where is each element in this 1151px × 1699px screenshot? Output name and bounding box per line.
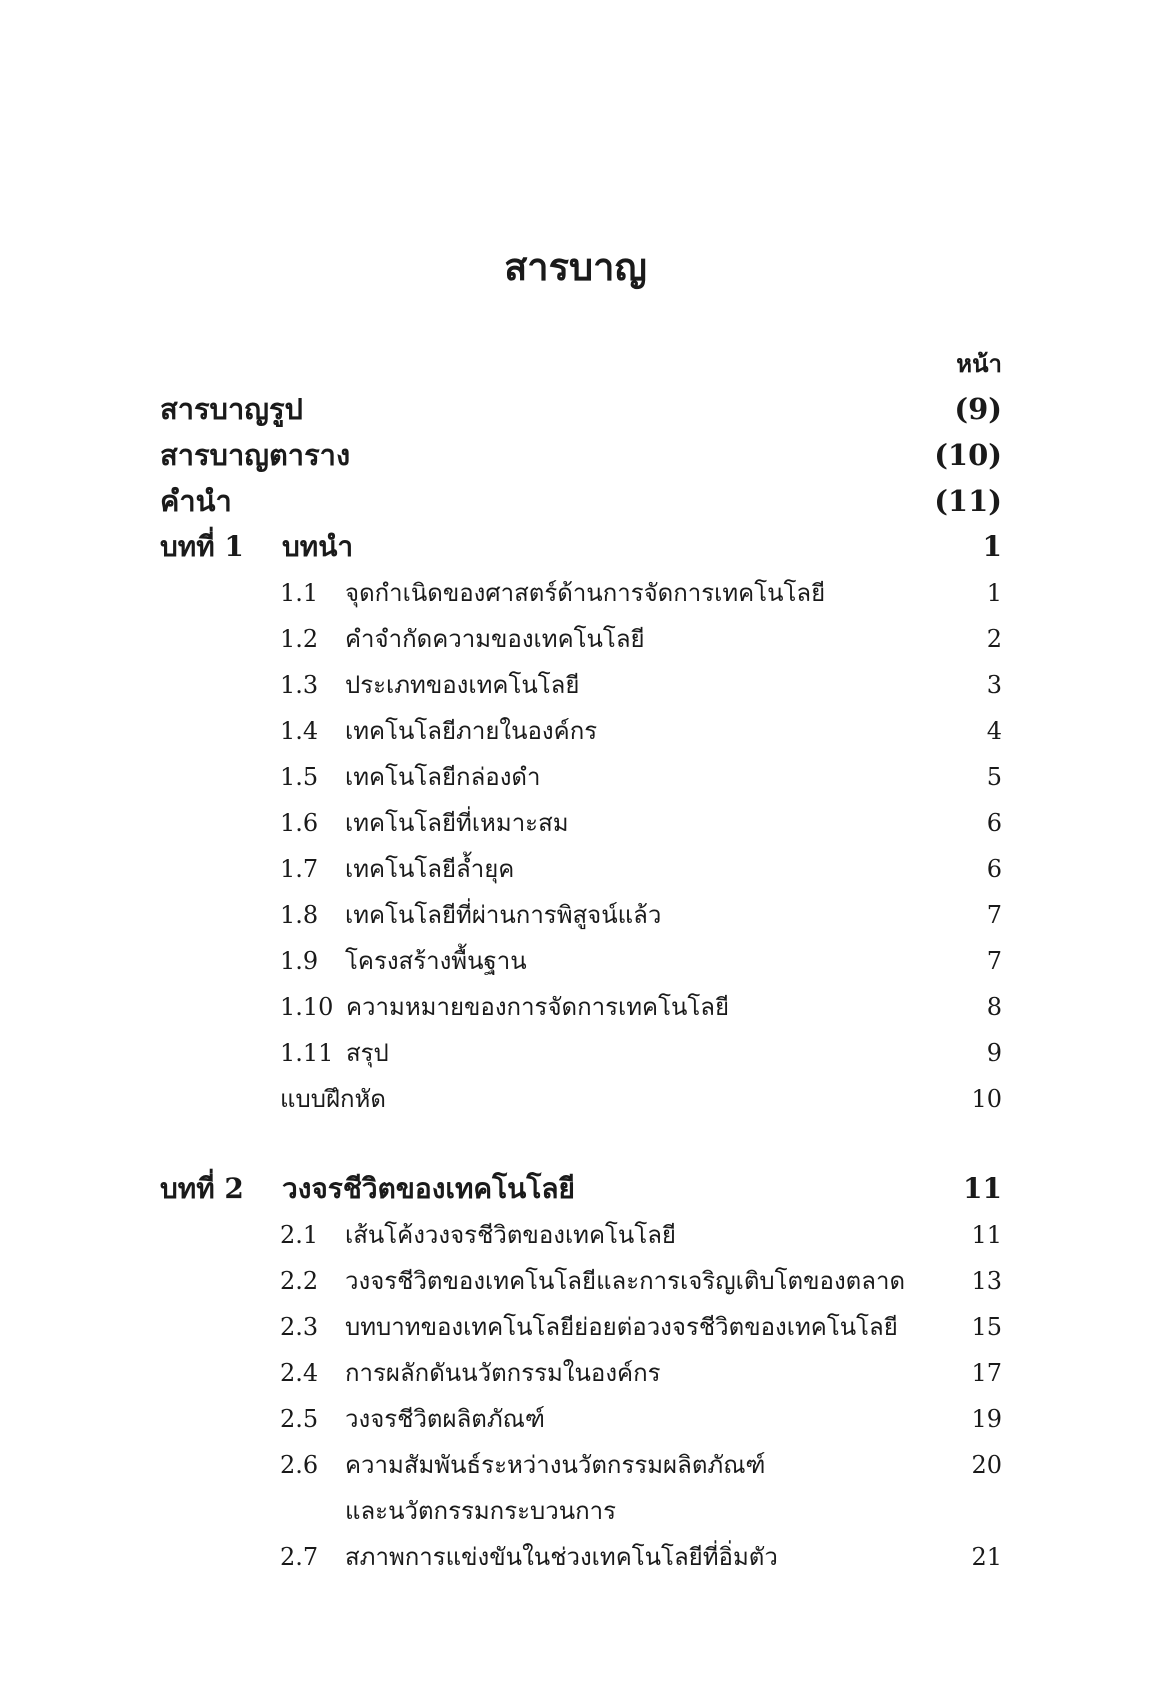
toc-section[interactable] xyxy=(160,570,1002,616)
table-of-contents xyxy=(160,342,1002,1580)
toc-section[interactable] xyxy=(160,616,1002,662)
section-title: เทคโนโลยีกล่องดำ xyxy=(345,763,541,791)
section-page: 2 xyxy=(986,625,1002,653)
section-page: 4 xyxy=(986,717,1002,745)
chapter-page: 1 xyxy=(982,530,1002,563)
section-number: 2.7 xyxy=(280,1543,319,1571)
section-number: 1.9 xyxy=(280,947,319,975)
section-title: เทคโนโลยีภายในองค์กร xyxy=(345,717,598,745)
section-page: 1 xyxy=(986,579,1002,607)
toc-section[interactable] xyxy=(160,708,1002,754)
chapter-page: 11 xyxy=(963,1172,1002,1205)
toc-section[interactable] xyxy=(160,1534,1002,1580)
section-number: 1.5 xyxy=(280,763,319,791)
section-title-continued: และนวัตกรรมกระบวนการ xyxy=(345,1497,616,1525)
toc-entry-preface[interactable] xyxy=(160,478,1002,524)
page-column-header: หน้า xyxy=(956,349,1002,378)
section-page: 3 xyxy=(986,671,1002,699)
toc-section[interactable] xyxy=(160,892,1002,938)
toc-section-exercises[interactable] xyxy=(160,1076,1002,1122)
toc-entry-page: (9) xyxy=(954,392,1002,426)
section-page: 8 xyxy=(986,993,1002,1021)
toc-entry-table-list[interactable] xyxy=(160,432,1002,478)
section-page: 6 xyxy=(986,809,1002,837)
section-number: 2.2 xyxy=(280,1267,319,1295)
section-number: 1.2 xyxy=(280,625,319,653)
chapter-title: วงจรชีวิตของเทคโนโลยี xyxy=(282,1172,575,1205)
section-title: สรุป xyxy=(346,1039,389,1067)
toc-section[interactable] xyxy=(160,1396,1002,1442)
section-title: คำจำกัดความของเทคโนโลยี xyxy=(345,625,645,653)
section-page: 15 xyxy=(971,1313,1002,1341)
toc-entry-figure-list[interactable] xyxy=(160,386,1002,432)
toc-section[interactable] xyxy=(160,1350,1002,1396)
section-number: 2.6 xyxy=(280,1451,319,1479)
toc-entry-title: สารบาญรูป xyxy=(160,392,303,426)
toc-chapter-2[interactable] xyxy=(160,1166,1002,1212)
page-title: สารบาญ xyxy=(504,244,647,289)
toc-entry-page: (10) xyxy=(934,438,1002,472)
chapter-spacer xyxy=(160,1122,1002,1166)
section-page: 13 xyxy=(971,1267,1002,1295)
section-number: 1.4 xyxy=(280,717,319,745)
toc-section[interactable] xyxy=(160,800,1002,846)
section-page: 7 xyxy=(986,947,1002,975)
toc-section[interactable] xyxy=(160,1442,1002,1534)
toc-section[interactable] xyxy=(160,662,1002,708)
section-title: เส้นโค้งวงจรชีวิตของเทคโนโลยี xyxy=(345,1221,676,1249)
section-title: การผลักดันนวัตกรรมในองค์กร xyxy=(345,1359,661,1387)
section-number: 1.1 xyxy=(280,579,319,607)
section-number: 2.3 xyxy=(280,1313,319,1341)
section-number: 1.6 xyxy=(280,809,319,837)
section-title: เทคโนโลยีที่เหมาะสม xyxy=(345,809,569,837)
toc-section[interactable] xyxy=(160,1304,1002,1350)
section-page: 10 xyxy=(971,1085,1002,1113)
chapter-title: บทนำ xyxy=(282,530,354,563)
section-number: 1.10 xyxy=(280,993,334,1021)
section-title: เทคโนโลยีที่ผ่านการพิสูจน์แล้ว xyxy=(345,901,662,929)
section-number: 2.5 xyxy=(280,1405,319,1433)
toc-entry-title: สารบาญตาราง xyxy=(160,438,351,472)
section-number: 2.4 xyxy=(280,1359,319,1387)
section-page: 11 xyxy=(971,1221,1002,1249)
section-number: 1.3 xyxy=(280,671,319,699)
section-page: 17 xyxy=(971,1359,1002,1387)
toc-section[interactable] xyxy=(160,846,1002,892)
section-page: 5 xyxy=(986,763,1002,791)
toc-section[interactable] xyxy=(160,1258,1002,1304)
toc-section[interactable] xyxy=(160,984,1002,1030)
toc-entry-title: คำนำ xyxy=(160,484,232,518)
section-title: บทบาทของเทคโนโลยีย่อยต่อวงจรชีวิตของเทคโนโลยี xyxy=(345,1313,898,1341)
toc-section[interactable] xyxy=(160,1030,1002,1076)
toc-section[interactable] xyxy=(160,754,1002,800)
section-title: วงจรชีวิตของเทคโนโลยีและการเจริญเติบโตของตลาด xyxy=(345,1267,906,1295)
section-page: 19 xyxy=(971,1405,1002,1433)
section-number: 1.8 xyxy=(280,901,319,929)
chapter-number: บทที่ 2 xyxy=(160,1172,244,1205)
section-title: โครงสร้างพื้นฐาน xyxy=(345,947,527,975)
section-title: ความหมายของการจัดการเทคโนโลยี xyxy=(346,993,730,1021)
section-title: วงจรชีวิตผลิตภัณฑ์ xyxy=(345,1405,545,1433)
section-title: เทคโนโลยีล้ำยุค xyxy=(345,855,515,883)
section-title: ความสัมพันธ์ระหว่างนวัตกรรมผลิตภัณฑ์ xyxy=(345,1451,766,1479)
toc-entry-page: (11) xyxy=(934,484,1002,518)
section-page: 6 xyxy=(986,855,1002,883)
toc-chapter-1[interactable] xyxy=(160,524,1002,570)
section-number: 2.1 xyxy=(280,1221,319,1249)
section-title: สภาพการแข่งขันในช่วงเทคโนโลยีที่อิ่มตัว xyxy=(345,1543,778,1571)
section-page: 7 xyxy=(986,901,1002,929)
section-title: แบบฝึกหัด xyxy=(280,1085,386,1113)
section-number: 1.7 xyxy=(280,855,319,883)
section-page: 21 xyxy=(971,1543,1002,1571)
toc-section[interactable] xyxy=(160,938,1002,984)
toc-section[interactable] xyxy=(160,1212,1002,1258)
section-number: 1.11 xyxy=(280,1039,334,1067)
section-title: จุดกำเนิดของศาสตร์ด้านการจัดการเทคโนโลยี xyxy=(345,579,826,607)
section-page: 20 xyxy=(971,1451,1002,1479)
section-title: ประเภทของเทคโนโลยี xyxy=(345,671,580,699)
section-page: 9 xyxy=(986,1039,1002,1067)
chapter-number: บทที่ 1 xyxy=(160,530,244,563)
